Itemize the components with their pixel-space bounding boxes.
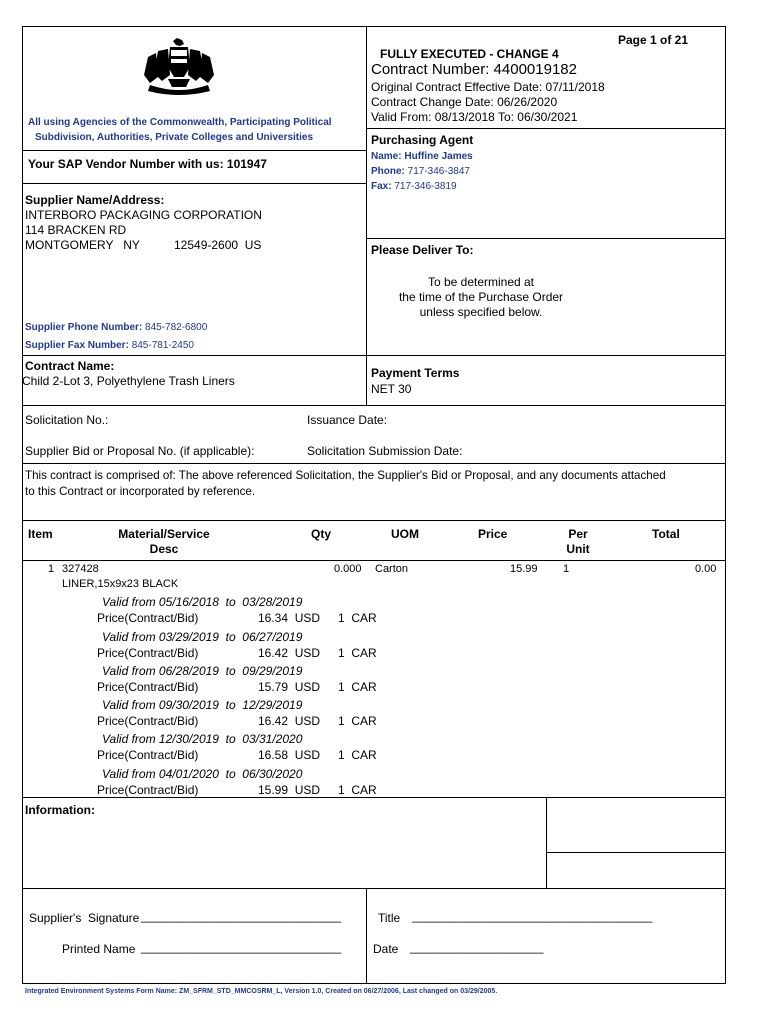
- line-item-material: 327428: [62, 563, 99, 575]
- supplier-fax-row: [25, 340, 194, 351]
- period-label: Price(Contract/Bid): [97, 646, 199, 660]
- period-unit: 1 CAR: [338, 680, 377, 694]
- agent-fax-label: Fax:: [371, 181, 392, 192]
- col-price: Price: [478, 527, 508, 541]
- col-per-2: Unit: [566, 542, 590, 556]
- period-label: Price(Contract/Bid): [97, 680, 199, 694]
- period-amount: 16.42 USD: [258, 714, 321, 728]
- col-uom: UOM: [391, 527, 419, 541]
- supplier-street: 114 BRACKEN RD: [25, 223, 127, 237]
- purchasing-agent-title: Purchasing Agent: [371, 133, 474, 147]
- col-per-1: Per: [568, 527, 588, 541]
- frame-right: [725, 26, 726, 984]
- valid-dates: Valid From: 08/13/2018 To: 06/30/2021: [371, 110, 578, 124]
- period-unit: 1 CAR: [338, 646, 377, 660]
- period-label: Price(Contract/Bid): [97, 748, 199, 762]
- agencies-line-2: Subdivision, Authorities, Private Colleges and Universities: [35, 132, 314, 143]
- rule-signature-vert: [366, 888, 367, 984]
- form-footer: Integrated Environment Systems Form Name: ZM_SFRM_STD_MMCOSRM_L, Version 1.0, Created on 06/27/2006, Last changed on 03/29/2005.: [25, 988, 498, 995]
- supplier-signature-label: Supplier's Signature: [29, 911, 140, 925]
- title-label: Title: [378, 911, 401, 925]
- period-amount: 16.42 USD: [258, 646, 321, 660]
- period-unit: 1 CAR: [338, 783, 377, 797]
- supplier-phone: 845-782-6800: [145, 322, 208, 333]
- rule-info-top: [22, 797, 726, 798]
- date-field[interactable]: ____________________: [410, 940, 544, 954]
- frame-top: [22, 26, 726, 27]
- supplier-label: Supplier Name/Address:: [25, 193, 165, 207]
- supplier-city: MONTGOMERY NY: [25, 238, 140, 252]
- rule-signature-top: [22, 888, 726, 889]
- rule-info-vert: [546, 797, 547, 889]
- period-valid: Valid from 06/28/2019 to 09/29/2019: [102, 664, 303, 678]
- period-valid: Valid from 05/16/2018 to 03/28/2019: [102, 595, 303, 609]
- line-item-qty: 0.000: [334, 563, 362, 575]
- contract-number: Contract Number: 4400019182: [371, 61, 577, 78]
- supplier-fax-label: Supplier Fax Number:: [25, 340, 129, 351]
- line-item-uom: Carton: [375, 563, 409, 575]
- information-label: Information:: [25, 803, 95, 817]
- rule-left-2: [22, 183, 366, 184]
- original-effective-date: Original Contract Effective Date: 07/11/2018: [371, 80, 605, 94]
- date-label: Date: [373, 942, 399, 956]
- divider-vertical-upper: [366, 26, 367, 405]
- period-unit: 1 CAR: [338, 714, 377, 728]
- period-unit: 1 CAR: [338, 748, 377, 762]
- printed-name-field[interactable]: ______________________________: [141, 940, 342, 954]
- contract-name-label: Contract Name:: [25, 359, 115, 373]
- title-field[interactable]: ____________________________________: [412, 909, 653, 923]
- period-amount: 16.58 USD: [258, 748, 321, 762]
- sap-vendor-number: Your SAP Vendor Number with us: 101947: [28, 157, 267, 171]
- status-title: FULLY EXECUTED - CHANGE 4: [380, 47, 559, 61]
- supplier-bid-no: Supplier Bid or Proposal No. (if applicable):: [25, 444, 255, 458]
- line-item-total: 0.00: [695, 563, 717, 575]
- agent-phone-row: [371, 166, 470, 177]
- period-valid: Valid from 09/30/2019 to 12/29/2019: [102, 698, 303, 712]
- rule-table-header: [22, 560, 726, 561]
- supplier-name: INTERBORO PACKAGING CORPORATION: [25, 208, 262, 222]
- agent-fax: 717-346-3819: [394, 181, 457, 192]
- supplier-zip: 12549-2600 US: [174, 238, 262, 252]
- col-qty: Qty: [311, 527, 332, 541]
- rule-right-1: [366, 128, 726, 129]
- period-label: Price(Contract/Bid): [97, 714, 199, 728]
- line-item-price: 15.99: [510, 563, 538, 575]
- deliver-line-2: the time of the Purchase Order: [398, 290, 564, 304]
- line-item-number: 1: [48, 563, 55, 575]
- contract-change-date: Contract Change Date: 06/26/2020: [371, 95, 558, 109]
- period-amount: 16.34 USD: [258, 611, 321, 625]
- pennsylvania-seal: [140, 37, 218, 99]
- supplier-phone-label: Supplier Phone Number:: [25, 322, 143, 333]
- period-label: Price(Contract/Bid): [97, 783, 199, 797]
- comprised-line-1: This contract is comprised of: The above referenced Solicitation, the Supplier's Bid or Proposal, and any documents attached: [25, 469, 666, 482]
- rule-comprised-top: [22, 463, 726, 464]
- period-valid: Valid from 12/30/2019 to 03/31/2020: [102, 732, 303, 746]
- agencies-line-1: All using Agencies of the Commonwealth, Participating Political: [28, 117, 332, 128]
- deliver-label: Please Deliver To:: [371, 243, 474, 257]
- supplier-signature-field[interactable]: ______________________________: [141, 909, 342, 923]
- frame-left: [22, 26, 23, 984]
- period-amount: 15.99 USD: [258, 783, 321, 797]
- solicitation-submission-date: Solicitation Submission Date:: [307, 444, 463, 458]
- col-total: Total: [652, 527, 680, 541]
- agent-phone: 717-346-3847: [407, 166, 470, 177]
- rule-table-top: [22, 520, 726, 521]
- page-number: Page 1 of 21: [618, 33, 689, 47]
- col-desc-2: Desc: [149, 542, 179, 556]
- agent-name-row: [371, 151, 473, 162]
- col-desc-1: Material/Service: [118, 527, 210, 541]
- contract-name: Child 2-Lot 3, Polyethylene Trash Liners: [22, 374, 235, 388]
- payment-terms-label: Payment Terms: [371, 366, 460, 380]
- line-item-per: 1: [563, 563, 570, 575]
- payment-terms: NET 30: [371, 382, 412, 396]
- period-label: Price(Contract/Bid): [97, 611, 199, 625]
- rule-right-2: [366, 238, 726, 239]
- printed-name-label: Printed Name: [62, 942, 136, 956]
- deliver-line-1: To be determined at: [427, 275, 535, 289]
- col-item: Item: [28, 527, 53, 541]
- frame-bottom: [22, 983, 726, 984]
- rule-left-3: [22, 355, 726, 356]
- period-unit: 1 CAR: [338, 611, 377, 625]
- period-amount: 15.79 USD: [258, 680, 321, 694]
- agent-name: Huffine James: [404, 151, 473, 162]
- rule-left-1: [22, 150, 366, 151]
- issuance-date: Issuance Date:: [307, 413, 388, 427]
- rule-solicitation-top: [22, 405, 726, 406]
- supplier-phone-row: [25, 322, 207, 333]
- deliver-line-3: unless specified below.: [419, 305, 543, 319]
- comprised-line-2: to this Contract or incorporated by reference.: [25, 485, 256, 498]
- rule-info-mid: [546, 852, 726, 853]
- agent-fax-row: [371, 181, 457, 192]
- supplier-fax: 845-781-2450: [131, 340, 194, 351]
- agent-name-label: Name:: [371, 151, 402, 162]
- line-item-desc: LINER,15x9x23 BLACK: [62, 578, 179, 590]
- agent-phone-label: Phone:: [371, 166, 405, 177]
- period-valid: Valid from 03/29/2019 to 06/27/2019: [102, 630, 303, 644]
- period-valid: Valid from 04/01/2020 to 06/30/2020: [102, 767, 303, 781]
- solicitation-no: Solicitation No.:: [25, 413, 109, 427]
